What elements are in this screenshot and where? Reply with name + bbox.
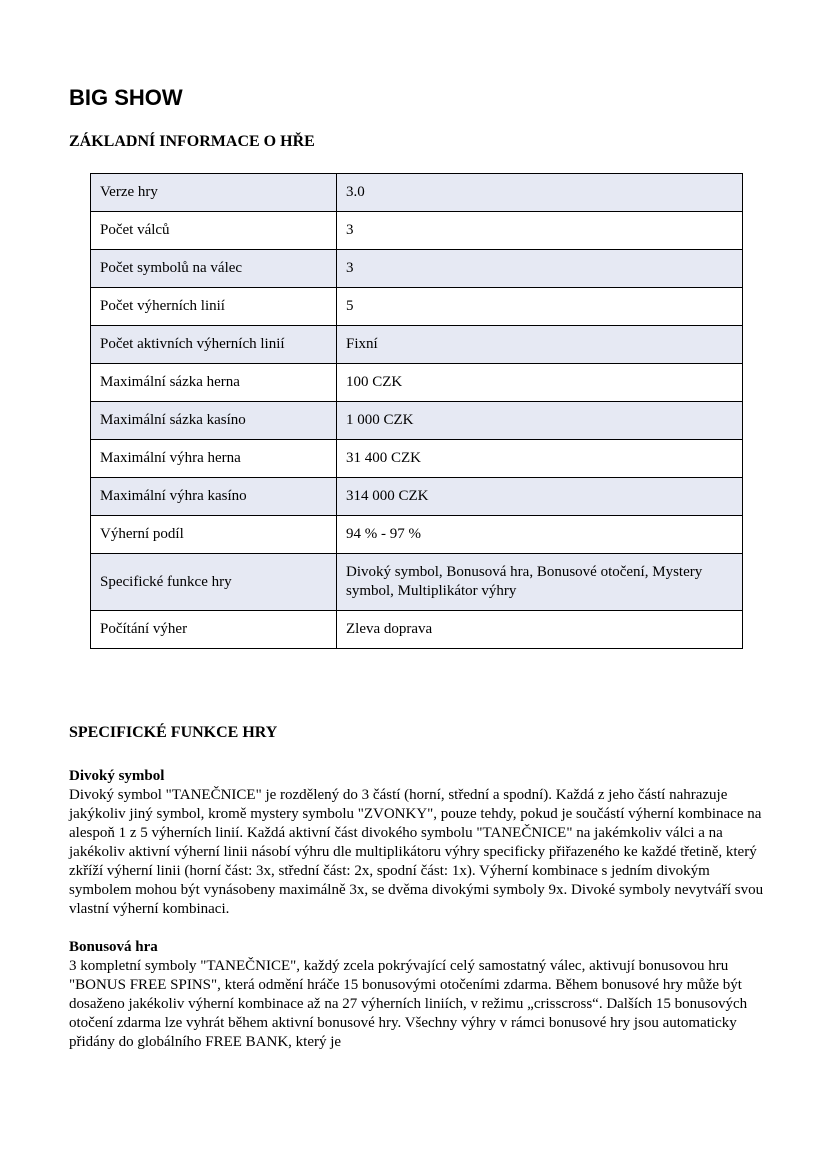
table-cell-label: Počet aktivních výherních linií <box>91 326 337 364</box>
table-cell-label: Počet výherních linií <box>91 288 337 326</box>
table-cell-label: Počet válců <box>91 212 337 250</box>
table-cell-value: 5 <box>337 288 743 326</box>
table-row <box>91 288 743 326</box>
table-cell-value: 3 <box>337 212 743 250</box>
subsection-heading-bonus-game: Bonusová hra <box>69 939 158 955</box>
table-cell-value: 1 000 CZK <box>337 402 743 440</box>
subsection-bonus-game <box>69 938 772 1052</box>
table-cell-value: 100 CZK <box>337 364 743 402</box>
table-cell-label: Maximální sázka herna <box>91 364 337 402</box>
table-row <box>91 212 743 250</box>
table-cell-value: 314 000 CZK <box>337 478 743 516</box>
table-row <box>91 174 743 212</box>
section-basic-info-heading: ZÁKLADNÍ INFORMACE O HŘE <box>69 133 315 150</box>
subsection-body-wild-symbol: Divoký symbol "TANEČNICE" je rozdělený do 3 částí (horní, střední a spodní). Každá z jeho částí nahrazuje jakýkoliv jiný symbol, kromě mystery symbolu "ZVONKY", pouze tehdy, pokud je součástí výherní kombinace na alespoň 1 z 5 výherních linií. Každá aktivní část divokého symbolu "TANEČNICE" na jakémkoliv válci a na jakékoliv aktivní výherní linii násobí výhru dle multiplikátoru výhry specificky přiřazeného ke každé třetině, který zkříží výherní linii (horní část: 3x, střední část: 2x, spodní část: 1x). Výherní kombinace s jedním divokým symbolem mohou být vynásobeny maximálně 3x, se dvěma divokými symboly 9x. Divoké symboly nevytváří svou vlastní výherní kombinaci. <box>69 787 764 917</box>
table-cell-label: Maximální výhra herna <box>91 440 337 478</box>
table-row <box>91 611 743 649</box>
table-row <box>91 478 743 516</box>
table-cell-label: Počítání výher <box>91 611 337 649</box>
table-cell-value: Zleva doprava <box>337 611 743 649</box>
table-cell-value: 94 % - 97 % <box>337 516 743 554</box>
table-cell-value: Divoký symbol, Bonusová hra, Bonusové otočení, Mystery symbol, Multiplikátor výhry <box>337 554 743 611</box>
table-cell-value: Fixní <box>337 326 743 364</box>
table-row <box>91 326 743 364</box>
section-specific-functions-heading: SPECIFICKÉ FUNKCE HRY <box>69 724 278 741</box>
page-title: BIG SHOW <box>69 85 183 110</box>
basic-info-table <box>90 173 743 649</box>
table-cell-label: Maximální sázka kasíno <box>91 402 337 440</box>
table-cell-label: Počet symbolů na válec <box>91 250 337 288</box>
table-cell-label: Specifické funkce hry <box>91 554 337 611</box>
subsection-heading-wild-symbol: Divoký symbol <box>69 768 165 784</box>
table-row <box>91 250 743 288</box>
subsection-body-bonus-game: 3 kompletní symboly "TANEČNICE", každý zcela pokrývající celý samostatný válec, aktivují bonusovou hru "BONUS FREE SPINS", která odmění hráče 15 bonusovými otočeními zdarma. Během bonusové hry může být dosaženo jakékoliv výherní kombinace až na 27 výherních liniích, v režimu „crisscross“. Dalších 15 bonusových otočení zdarma lze vyhrát během aktivní bonusové hry. Všechny výhry v rámci bonusové hry jsou automaticky přidány do globálního FREE BANK, který je <box>69 958 748 1050</box>
table-row <box>91 516 743 554</box>
table-cell-label: Maximální výhra kasíno <box>91 478 337 516</box>
table-cell-label: Verze hry <box>91 174 337 212</box>
table-cell-value: 3.0 <box>337 174 743 212</box>
table-row <box>91 440 743 478</box>
table-row <box>91 402 743 440</box>
table-row <box>91 364 743 402</box>
subsection-wild-symbol <box>69 767 772 919</box>
table-row <box>91 554 743 611</box>
table-cell-value: 3 <box>337 250 743 288</box>
table-cell-label: Výherní podíl <box>91 516 337 554</box>
table-cell-value: 31 400 CZK <box>337 440 743 478</box>
